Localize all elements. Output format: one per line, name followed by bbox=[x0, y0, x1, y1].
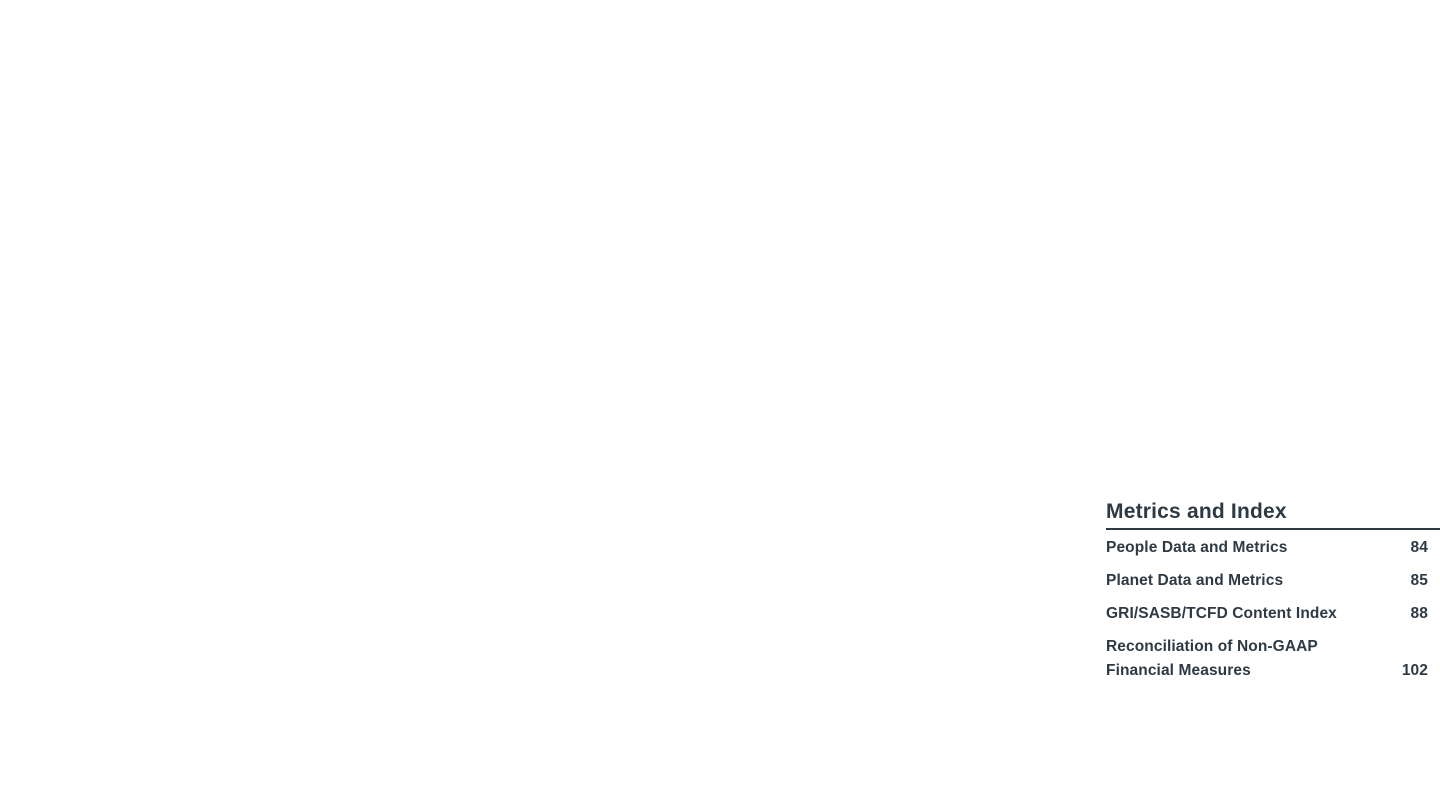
toc-entry-label bbox=[1106, 569, 1283, 593]
toc-entry[interactable] bbox=[1106, 536, 1440, 560]
toc-entry-label-line: Planet Data and Metrics bbox=[1106, 572, 1284, 589]
toc-list bbox=[1106, 536, 1440, 683]
toc-entry[interactable] bbox=[1106, 602, 1440, 626]
toc-entry-page: 88 bbox=[1410, 605, 1428, 622]
toc-entry-label-line: Financial Measures bbox=[1106, 662, 1251, 679]
toc-entry-page: 102 bbox=[1401, 662, 1428, 679]
toc-entry-label-line: People Data and Metrics bbox=[1106, 539, 1288, 556]
toc-entry-label bbox=[1106, 536, 1287, 560]
toc-section bbox=[1106, 500, 1440, 683]
toc-entry-page: 84 bbox=[1410, 539, 1428, 556]
toc-entry[interactable] bbox=[1106, 569, 1440, 593]
toc-entry-label bbox=[1106, 602, 1337, 626]
toc-entry-label-line: GRI/SASB/TCFD Content Index bbox=[1106, 605, 1337, 622]
toc-entry-page: 85 bbox=[1410, 572, 1428, 589]
toc-entry-label bbox=[1106, 635, 1318, 683]
toc-title-rule bbox=[1106, 528, 1440, 530]
toc-entry-label-line: Reconciliation of Non-GAAP bbox=[1106, 638, 1318, 655]
toc-section-title: Metrics and Index bbox=[1106, 500, 1287, 523]
toc-entry[interactable] bbox=[1106, 635, 1440, 683]
